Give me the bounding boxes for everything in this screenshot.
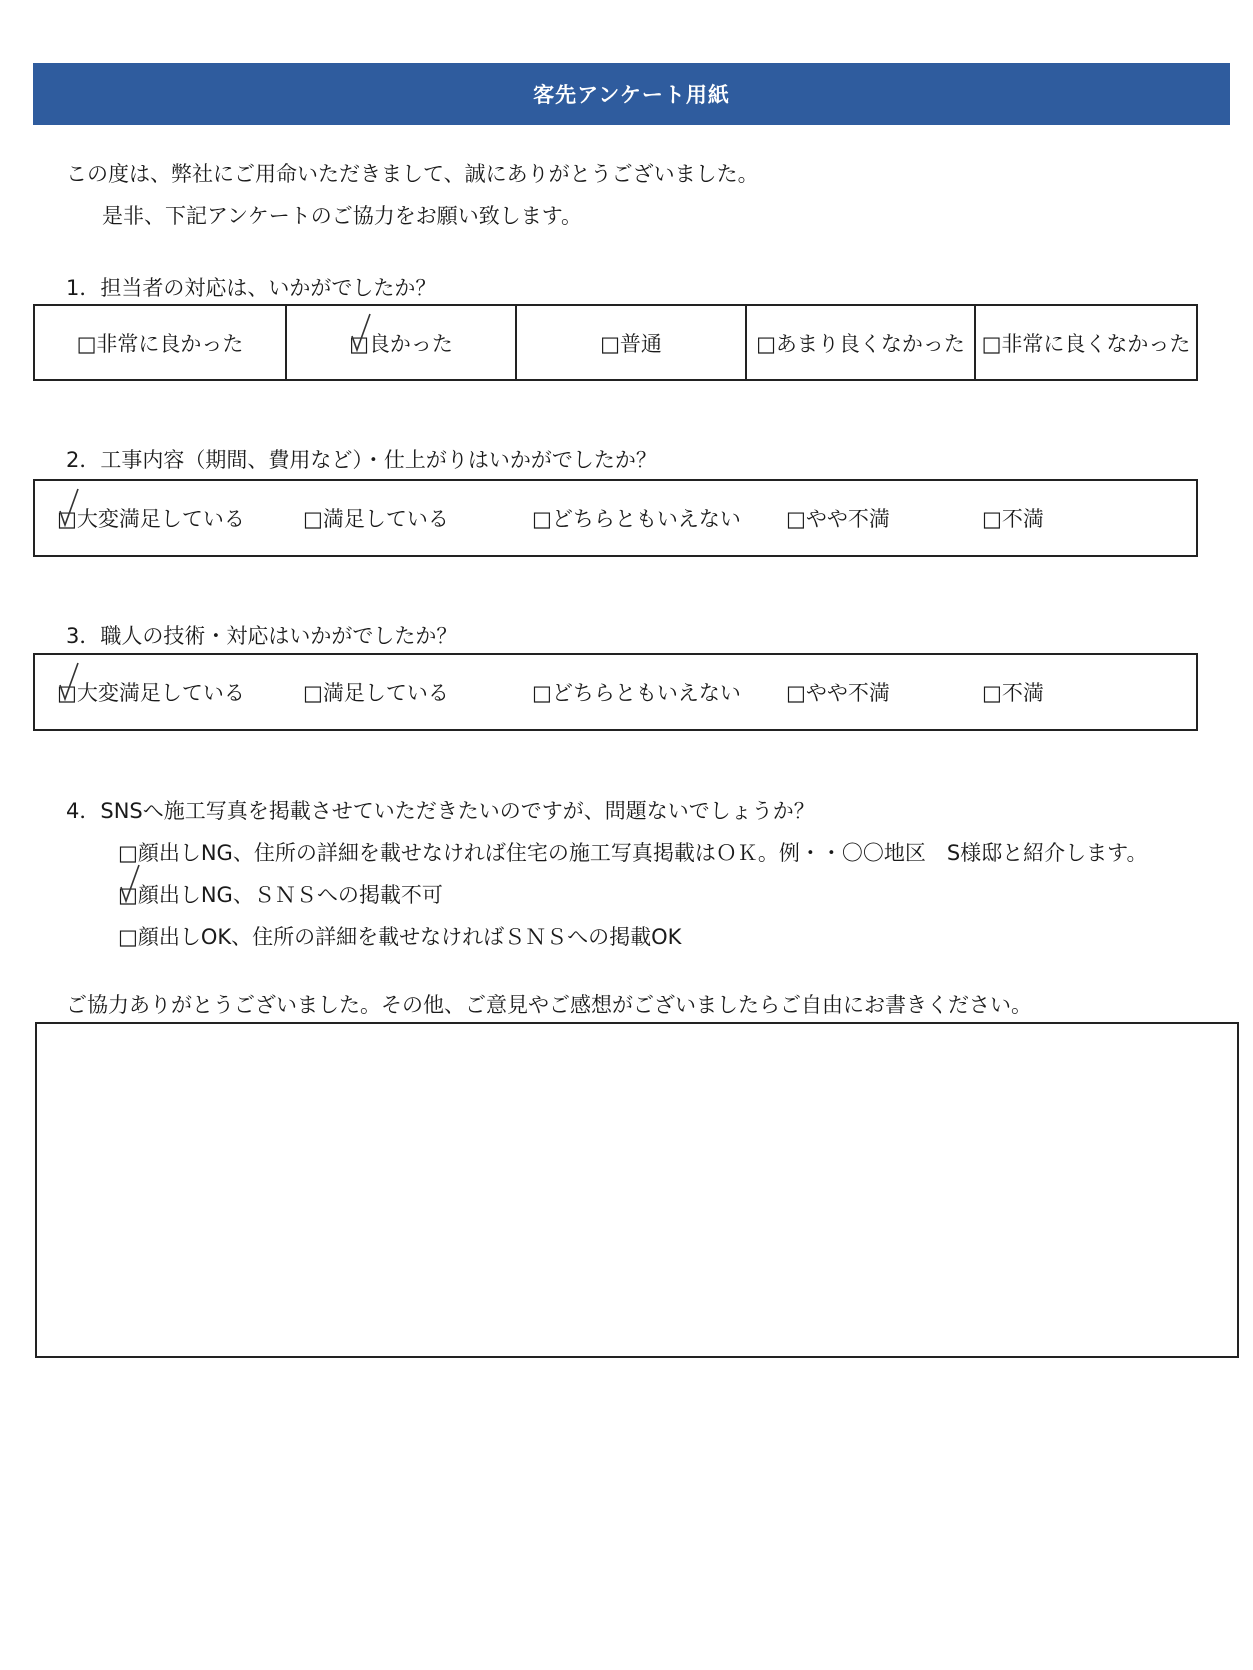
- question-1-label: 1．担当者の対応は、いかがでしたか？: [66, 276, 437, 300]
- q3-option-dissatisfied[interactable]: □不満: [982, 681, 1044, 705]
- q3-option-very-satisfied[interactable]: [57, 677, 245, 707]
- q1-option-average[interactable]: [517, 306, 747, 379]
- comment-textarea[interactable]: [35, 1022, 1239, 1358]
- q2-option-very-satisfied[interactable]: [57, 503, 245, 533]
- q3-option-label: □大変満足している: [57, 681, 245, 705]
- intro-line-1: この度は、弊社にご用命いただきまして、誠にありがとうございました。: [66, 162, 759, 186]
- question-1-options: [33, 304, 1198, 381]
- question-3-label: 3．職人の技術・対応はいかがでしたか？: [66, 624, 458, 648]
- q4-option-face-ng-address-hidden-ok[interactable]: □顔出しNG、住所の詳細を載せなければ住宅の施工写真掲載はＯＫ。例・・〇〇地区 S様邸と紹介します。: [118, 841, 1148, 865]
- q3-option-somewhat-dissatisfied[interactable]: □やや不満: [786, 681, 890, 705]
- q1-option-very-good[interactable]: [35, 306, 287, 379]
- q1-option-very-bad[interactable]: [976, 306, 1196, 379]
- q1-option-label: □あまり良くなかった: [756, 331, 965, 356]
- q1-option-label: □非常に良かった: [76, 331, 244, 356]
- question-2-options: [33, 479, 1198, 557]
- question-3-options: [33, 653, 1198, 731]
- q3-option-satisfied[interactable]: □満足している: [303, 681, 449, 705]
- q2-option-somewhat-dissatisfied[interactable]: □やや不満: [786, 507, 890, 531]
- intro-line-2: 是非、下記アンケートのご協力をお願い致します。: [102, 204, 583, 228]
- q1-option-not-so-good[interactable]: [747, 306, 976, 379]
- closing-message: ご協力ありがとうございました。その他、ご意見やご感想がございましたらご自由にお書きください。: [66, 993, 1032, 1017]
- question-4-label: 4．SNSへ施工写真を掲載させていただきたいのですが、問題ないでしょうか？: [66, 799, 815, 823]
- q1-option-good[interactable]: [287, 306, 517, 379]
- question-2-label: 2．工事内容（期間、費用など）・仕上がりはいかがでしたか？: [66, 448, 657, 472]
- q4-option-face-ok-sns-ok[interactable]: □顔出しOK、住所の詳細を載せなければＳＮＳへの掲載OK: [118, 925, 682, 949]
- q2-option-label: □大変満足している: [57, 507, 245, 531]
- q1-option-label: □非常に良くなかった: [981, 331, 1191, 356]
- q2-option-dissatisfied[interactable]: □不満: [982, 507, 1044, 531]
- q4-option-face-ng-no-sns[interactable]: [118, 879, 443, 909]
- q1-option-label: □良かった: [349, 331, 453, 356]
- q4-option-label: □顔出しNG、ＳＮＳへの掲載不可: [118, 883, 443, 907]
- form-title-bar: [33, 63, 1230, 125]
- q2-option-neutral[interactable]: □どちらともいえない: [532, 507, 741, 531]
- q2-option-satisfied[interactable]: □満足している: [303, 507, 449, 531]
- form-title: 客先アンケート用紙: [533, 83, 730, 107]
- q3-option-neutral[interactable]: □どちらともいえない: [532, 681, 741, 705]
- q1-option-label: □普通: [600, 331, 662, 356]
